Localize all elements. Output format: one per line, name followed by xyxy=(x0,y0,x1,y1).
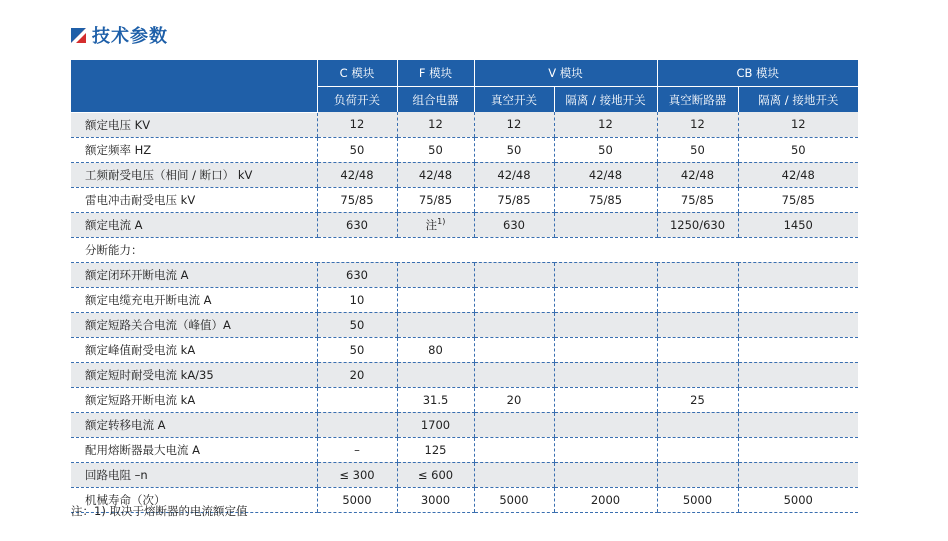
cell-value: 75/85 xyxy=(680,192,715,207)
table-cell xyxy=(657,337,738,362)
table-cell xyxy=(657,137,738,162)
table-row xyxy=(71,162,858,187)
footnote: 注：1) 取决于熔断器的电流额定值 xyxy=(71,504,248,518)
table-row xyxy=(71,262,858,287)
cell-value: 31.5 xyxy=(422,392,449,407)
row-label: 额定闭环开断电流 A xyxy=(71,262,317,287)
section-label: 分断能力： xyxy=(71,237,858,262)
table-cell xyxy=(738,412,858,437)
table-row xyxy=(71,337,858,362)
table-cell xyxy=(317,387,397,412)
table-cell xyxy=(554,312,657,337)
table-cell xyxy=(657,487,738,512)
table-cell xyxy=(657,312,738,337)
table-cell xyxy=(657,112,738,137)
table-row xyxy=(71,462,858,487)
table-cell xyxy=(554,412,657,437)
table-cell xyxy=(317,162,397,187)
cell-value: 5000 xyxy=(499,492,529,507)
cell-value: 50 xyxy=(506,142,522,157)
cell-value: 12 xyxy=(598,117,613,132)
row-label: 额定电流 A xyxy=(71,212,317,237)
table-cell xyxy=(474,362,554,387)
row-label: 额定频率 HZ xyxy=(71,137,317,162)
header-sub: 隔离 / 接地开关 xyxy=(738,87,858,113)
row-label: 额定转移电流 A xyxy=(71,412,317,437)
section-header xyxy=(71,22,168,48)
cell-value: 75/85 xyxy=(418,192,453,207)
table-cell xyxy=(397,137,474,162)
table-row xyxy=(71,287,858,312)
cell-value: 75/85 xyxy=(497,192,531,207)
flag-square-icon xyxy=(71,28,86,43)
header-sub: 负荷开关 xyxy=(317,87,397,113)
cell-value: ≤ 300 xyxy=(339,467,375,482)
table-cell xyxy=(317,437,397,462)
cell-value: 630 xyxy=(346,217,368,232)
cell-value: 12 xyxy=(428,117,443,132)
table-cell xyxy=(317,462,397,487)
table-cell xyxy=(657,262,738,287)
table-cell xyxy=(657,437,738,462)
header-sub: 真空断路器 xyxy=(657,87,738,113)
cell-value: 5000 xyxy=(342,492,372,507)
row-label: 额定峰值耐受电流 kA xyxy=(71,337,317,362)
header-sub: 组合电器 xyxy=(397,87,474,113)
table-cell xyxy=(474,287,554,312)
table-cell xyxy=(397,162,474,187)
table-cell xyxy=(474,487,554,512)
table-cell xyxy=(738,112,858,137)
table-cell xyxy=(738,437,858,462)
table-cell xyxy=(397,312,474,337)
header-sub: 真空开关 xyxy=(474,87,554,113)
cell-value: 5000 xyxy=(682,492,713,507)
table-cell xyxy=(397,337,474,362)
cell-value: 50 xyxy=(349,317,365,332)
cell-value: 12 xyxy=(690,117,705,132)
table-cell xyxy=(657,162,738,187)
cell-value: 12 xyxy=(790,117,806,132)
row-label: 额定电缆充电开断电流 A xyxy=(71,287,317,312)
cell-value: 75/85 xyxy=(588,192,623,207)
header-group-f: F 模块 xyxy=(397,60,474,87)
cell-value: 42/48 xyxy=(588,167,623,182)
table-cell xyxy=(738,362,858,387)
table-cell xyxy=(554,437,657,462)
cell-value: 630 xyxy=(346,267,368,282)
table-cell xyxy=(474,387,554,412)
cell-value: 2000 xyxy=(590,492,621,507)
table-cell xyxy=(554,262,657,287)
cell-value: 80 xyxy=(428,342,443,357)
page-title: 技术参数 xyxy=(92,26,168,47)
cell-value: 10 xyxy=(349,292,365,307)
cell-value: 12 xyxy=(506,117,522,132)
table-cell xyxy=(474,137,554,162)
table-cell xyxy=(738,262,858,287)
table-cell xyxy=(397,362,474,387)
section-row xyxy=(71,237,858,262)
cell-value: 1700 xyxy=(420,417,451,432)
header-corner xyxy=(71,60,317,112)
table-cell xyxy=(474,212,554,237)
cell-value: 50 xyxy=(349,342,365,357)
table-cell xyxy=(397,287,474,312)
table-cell xyxy=(738,487,858,512)
cell-value: 42/48 xyxy=(680,167,715,182)
cell-value: 1250/630 xyxy=(669,217,726,232)
cell-value: 42/48 xyxy=(418,167,453,182)
table-cell xyxy=(317,312,397,337)
header-sub: 隔离 / 接地开关 xyxy=(554,87,657,113)
table-cell xyxy=(657,212,738,237)
table-cell xyxy=(554,337,657,362)
table-cell xyxy=(657,387,738,412)
cell-value: 75/85 xyxy=(340,192,374,207)
header-group-v: V 模块 xyxy=(474,60,657,87)
table-cell xyxy=(317,337,397,362)
table-cell xyxy=(474,437,554,462)
table-cell xyxy=(317,187,397,212)
table-cell xyxy=(474,162,554,187)
table-cell xyxy=(397,387,474,412)
table-row xyxy=(71,387,858,412)
table-cell xyxy=(397,112,474,137)
table-row xyxy=(71,412,858,437)
table-cell xyxy=(317,287,397,312)
header-group-cb: CB 模块 xyxy=(657,60,858,87)
header-group-c: C 模块 xyxy=(317,60,397,87)
cell-value: 630 xyxy=(503,217,525,232)
row-label: 工频耐受电压（相间 / 断口） kV xyxy=(71,162,317,187)
table-cell xyxy=(657,462,738,487)
spec-table xyxy=(71,60,858,513)
table-cell xyxy=(474,262,554,287)
table-cell xyxy=(738,212,858,237)
table-row xyxy=(71,362,858,387)
table-cell xyxy=(397,262,474,287)
table-row xyxy=(71,137,858,162)
table-cell xyxy=(738,337,858,362)
cell-value: 1450 xyxy=(783,217,813,232)
cell-value: 50 xyxy=(790,142,806,157)
row-label: 雷电冲击耐受电压 kV xyxy=(71,187,317,212)
table-cell xyxy=(397,487,474,512)
table-cell xyxy=(317,212,397,237)
table-cell xyxy=(397,462,474,487)
row-label: 额定短路开断电流 kA xyxy=(71,387,317,412)
table-cell xyxy=(317,137,397,162)
table-cell xyxy=(317,112,397,137)
table-row xyxy=(71,187,858,212)
cell-value: 3000 xyxy=(420,492,451,507)
row-label: 额定电压 KV xyxy=(71,112,317,137)
table-row xyxy=(71,212,858,237)
cell-value: 20 xyxy=(349,367,365,382)
table-cell xyxy=(738,137,858,162)
table-cell xyxy=(738,187,858,212)
table-cell xyxy=(554,362,657,387)
table-cell xyxy=(317,412,397,437)
cell-value: 25 xyxy=(690,392,705,407)
table-cell xyxy=(657,362,738,387)
table-cell xyxy=(317,362,397,387)
cell-value: 75/85 xyxy=(781,192,815,207)
table-cell xyxy=(738,462,858,487)
table-cell xyxy=(474,462,554,487)
table-cell xyxy=(317,262,397,287)
table-row xyxy=(71,437,858,462)
table-cell xyxy=(397,212,474,237)
row-label: 额定短路关合电流（峰值）A xyxy=(71,312,317,337)
table-cell xyxy=(738,287,858,312)
footnote-marker: 1) xyxy=(437,216,446,226)
row-label: 配用熔断器最大电流 A xyxy=(71,437,317,462)
table-cell xyxy=(657,187,738,212)
cell-value: 42/48 xyxy=(497,167,531,182)
row-label: 机械寿命（次） xyxy=(71,487,317,512)
cell-value: 50 xyxy=(428,142,443,157)
cell-value: 12 xyxy=(349,117,365,132)
table-cell xyxy=(397,187,474,212)
table-cell xyxy=(474,337,554,362)
cell-value: ≤ 600 xyxy=(417,467,454,482)
cell-value: 42/48 xyxy=(781,167,815,182)
cell-value: 50 xyxy=(598,142,613,157)
table-cell xyxy=(397,437,474,462)
cell-value: 注 xyxy=(425,217,438,232)
table-cell xyxy=(657,412,738,437)
table-cell xyxy=(554,462,657,487)
cell-value: 5000 xyxy=(783,492,813,507)
table-cell xyxy=(554,187,657,212)
table-cell xyxy=(554,137,657,162)
table-cell xyxy=(738,387,858,412)
table-cell xyxy=(657,287,738,312)
table-cell xyxy=(317,487,397,512)
cell-value: – xyxy=(354,442,360,457)
table-row xyxy=(71,112,858,137)
spec-table-body xyxy=(71,112,858,512)
table-row xyxy=(71,312,858,337)
table-cell xyxy=(474,312,554,337)
cell-value: 50 xyxy=(349,142,365,157)
table-cell xyxy=(554,212,657,237)
table-cell xyxy=(554,387,657,412)
table-cell xyxy=(474,187,554,212)
row-label: 额定短时耐受电流 kA/35 xyxy=(71,362,317,387)
cell-value: 125 xyxy=(424,442,447,457)
table-cell xyxy=(474,412,554,437)
row-label: 回路电阻 –n xyxy=(71,462,317,487)
table-cell xyxy=(397,412,474,437)
cell-value: 20 xyxy=(506,392,522,407)
table-cell xyxy=(554,487,657,512)
cell-value: 50 xyxy=(690,142,705,157)
table-cell xyxy=(554,112,657,137)
table-cell xyxy=(554,162,657,187)
table-cell xyxy=(554,287,657,312)
table-cell xyxy=(474,112,554,137)
cell-value: 42/48 xyxy=(340,167,374,182)
table-cell xyxy=(738,312,858,337)
table-cell xyxy=(738,162,858,187)
